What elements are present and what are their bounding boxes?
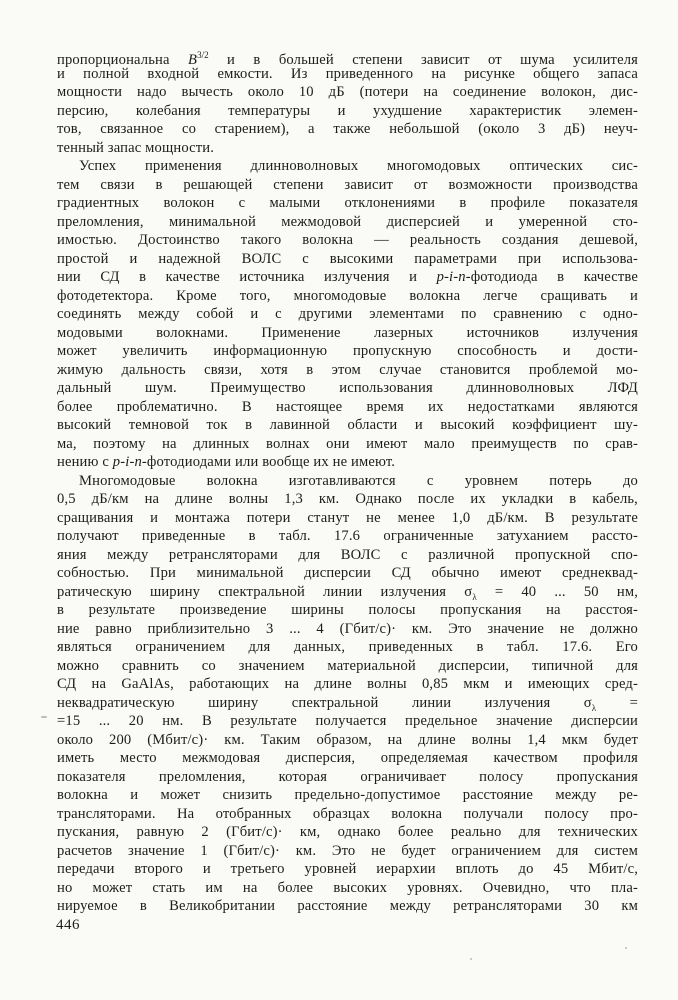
text-run: Многомодовые волокна изготавливаются с уровнем потерь до bbox=[79, 472, 638, 489]
text-run: может увеличить информационную пропускную способность и дости- bbox=[57, 343, 638, 359]
text-run: передачи второго и третьего уровней иерархии вплоть до 45 Мбит/с, bbox=[57, 861, 638, 877]
paragraph bbox=[57, 46, 638, 157]
text-line bbox=[57, 287, 638, 306]
text-run: ние равно приблизительно 3 ... 4 (Гбит/с)· км. Это значение не должно bbox=[57, 620, 638, 637]
text-line bbox=[57, 546, 638, 565]
paragraph bbox=[57, 157, 638, 472]
text-run: -фотодиода в качестве bbox=[465, 269, 638, 285]
text-run: соединять между собой и с другими элементами по сравнению с одно- bbox=[57, 306, 638, 322]
text-run: нии СД в качестве источника излучения и bbox=[57, 269, 437, 285]
text-line bbox=[57, 268, 638, 287]
text-line bbox=[57, 65, 638, 84]
text-line bbox=[57, 879, 638, 898]
text-line bbox=[57, 435, 638, 454]
text-line bbox=[57, 527, 638, 546]
text-line bbox=[57, 231, 638, 250]
text-run: 0,5 дБ/км на длине волны 1,3 км. Однако после их укладки в кабель, bbox=[57, 491, 638, 507]
text-line bbox=[57, 176, 638, 195]
text-line bbox=[57, 324, 638, 343]
text-line bbox=[57, 620, 638, 639]
scan-speck bbox=[470, 958, 472, 960]
text-run: нируемое в Великобритании расстояние между ретрансляторами 30 км bbox=[57, 898, 638, 914]
text-line bbox=[57, 398, 638, 417]
text-line bbox=[57, 601, 638, 620]
text-run: мощности надо вычесть около 10 дБ (потери на соединение волокон, дис- bbox=[57, 84, 638, 100]
text-line bbox=[57, 416, 638, 435]
text-run: показателя преломления, которая ограничивает полосу пропускания bbox=[57, 768, 638, 785]
text-run: градиентных волокон с малыми отклонениями в профиле показателя bbox=[57, 195, 638, 211]
text-line bbox=[57, 509, 638, 528]
scan-speck bbox=[41, 716, 47, 718]
paragraph bbox=[57, 472, 638, 916]
text-run: яния между ретрансляторами для ВОЛС с различной пропускной спо- bbox=[57, 546, 638, 563]
text-line bbox=[57, 749, 638, 768]
text-run: модовыми волокнами. Применение лазерных источников излучения bbox=[57, 324, 638, 341]
text-line bbox=[57, 361, 638, 380]
text-run-sup: 3/2 bbox=[197, 50, 209, 60]
text-run: неквадратическую ширину спектральной линии излучения σ bbox=[57, 694, 592, 711]
text-run: фотодетектора. Кроме того, многомодовые волокна легче сращивать и bbox=[57, 287, 638, 304]
text-run-italic: B bbox=[188, 51, 198, 68]
text-run-italic: p-i-n bbox=[112, 454, 142, 470]
text-line bbox=[57, 786, 638, 805]
text-line bbox=[57, 897, 638, 916]
text-line bbox=[57, 342, 638, 361]
text-line bbox=[57, 842, 638, 861]
text-run-sub: λ bbox=[472, 591, 477, 602]
text-run: тов, связанное со старением), а также небольшой (около 3 дБ) неуч- bbox=[57, 121, 638, 137]
scan-speck bbox=[625, 947, 627, 949]
text-run: можно сравнить со значением материальной дисперсии, типичной для bbox=[57, 657, 638, 674]
text-run: персию, колебания температуры и ухудшение характеристик элемен- bbox=[57, 102, 638, 119]
text-run: получают приведенные в табл. 17.6 ограниченные затуханием рассто- bbox=[57, 528, 638, 544]
text-line bbox=[57, 583, 638, 602]
page-text bbox=[57, 46, 638, 916]
text-run: нению с bbox=[57, 454, 113, 470]
text-run: =15 ... 20 нм. В результате получается предельное значение дисперсии bbox=[57, 713, 638, 729]
text-run: иметь место межмодовая дисперсия, определяемая качеством профиля bbox=[57, 750, 638, 766]
text-run: ратическую ширину спектральной линии излучения σ bbox=[57, 583, 473, 600]
text-line bbox=[57, 490, 638, 509]
text-run: около 200 (Мбит/с)· км. Таким образом, на длине волны 1,4 мкм будет bbox=[57, 731, 638, 748]
text-run: преломления, минимальной межмодовой дисперсией и умеренной сто- bbox=[57, 213, 638, 230]
text-line bbox=[57, 194, 638, 213]
text-run: тенный запас мощности. bbox=[57, 139, 215, 156]
text-run: в результате произведение ширины полосы пропускания на расстоя- bbox=[57, 602, 638, 618]
text-run: собностью. При минимальной дисперсии СД обычно имеют среднеквад- bbox=[57, 565, 638, 581]
text-line bbox=[57, 860, 638, 879]
text-line bbox=[57, 213, 638, 232]
text-run: тем связи в решающей степени зависит от возможности производства bbox=[57, 176, 638, 193]
text-line bbox=[57, 675, 638, 694]
text-line bbox=[57, 823, 638, 842]
text-line bbox=[57, 805, 638, 824]
text-run: но может стать им на более высоких уровнях. Очевидно, что пла- bbox=[57, 879, 638, 896]
text-run: дальный шум. Преимущество использования длинноволновых ЛФД bbox=[57, 380, 638, 396]
text-line bbox=[57, 453, 638, 472]
text-run: простой и надежной ВОЛС с высокими параметрами при использова- bbox=[57, 250, 638, 267]
text-run-sub: λ bbox=[591, 702, 597, 713]
text-run: жимую дальность связи, хотя в этом случае становится проблемой мо- bbox=[57, 361, 638, 378]
text-run: более проблематично. В настоящее время их недостатками являются bbox=[57, 398, 638, 415]
text-line bbox=[57, 731, 638, 750]
text-line bbox=[57, 379, 638, 398]
text-run: -фотодиодами или вообще их не имеют. bbox=[141, 454, 396, 470]
text-run: имостью. Достоинство такого волокна — реальность создания дешевой, bbox=[57, 232, 638, 248]
text-line bbox=[57, 83, 638, 102]
text-line bbox=[57, 102, 638, 121]
text-run: и полной входной емкости. Из приведенного на рисунке общего запаса bbox=[57, 65, 638, 82]
text-line bbox=[57, 157, 638, 176]
text-line bbox=[57, 657, 638, 676]
text-run: высокий темновой ток в лавинной области и высокий коэффициент шу- bbox=[57, 417, 638, 433]
text-run: трансляторами. На отобранных образцах волокна получали полосу про- bbox=[57, 805, 638, 822]
text-run: пускания, равную 2 (Гбит/с)· км, однако более реально для технических bbox=[57, 824, 638, 840]
text-line bbox=[57, 305, 638, 324]
text-line bbox=[57, 250, 638, 269]
text-line bbox=[57, 139, 638, 158]
text-run: сращивания и монтажа потери станут не менее 1,0 дБ/км. В результате bbox=[57, 509, 638, 526]
page-number: 446 bbox=[56, 917, 80, 933]
text-line bbox=[57, 46, 638, 68]
text-run: являться ограничением для данных, приведенных в табл. 17.6. Его bbox=[57, 639, 638, 655]
text-line bbox=[57, 472, 638, 491]
text-run: расчетов значение 1 (Гбит/с)· км. Это не будет ограничением для систем bbox=[57, 842, 638, 859]
text-line bbox=[57, 564, 638, 583]
text-run: СД на GaAlAs, работающих на длине волны 0,85 мкм и имеющих сред- bbox=[57, 676, 638, 692]
text-run: волокна и может снизить предельно-допустимое расстояние между ре- bbox=[57, 787, 638, 803]
text-run: ма, поэтому на длинных волнах они имеют мало преимуществ по срав- bbox=[57, 435, 638, 452]
text-line bbox=[57, 712, 638, 731]
text-run: = 40 ... 50 нм, bbox=[476, 583, 639, 600]
text-run-italic: p-i-n bbox=[436, 269, 466, 285]
text-run: Успех применения длинноволновых многомодовых оптических сис- bbox=[79, 158, 638, 174]
text-run: = bbox=[596, 694, 638, 711]
text-line bbox=[57, 768, 638, 787]
text-run: и в большей степени зависит от шума усилителя bbox=[208, 51, 638, 68]
text-line bbox=[57, 120, 638, 139]
text-line bbox=[57, 638, 638, 657]
text-line bbox=[57, 694, 638, 713]
text-run: пропорциональна bbox=[57, 51, 189, 68]
